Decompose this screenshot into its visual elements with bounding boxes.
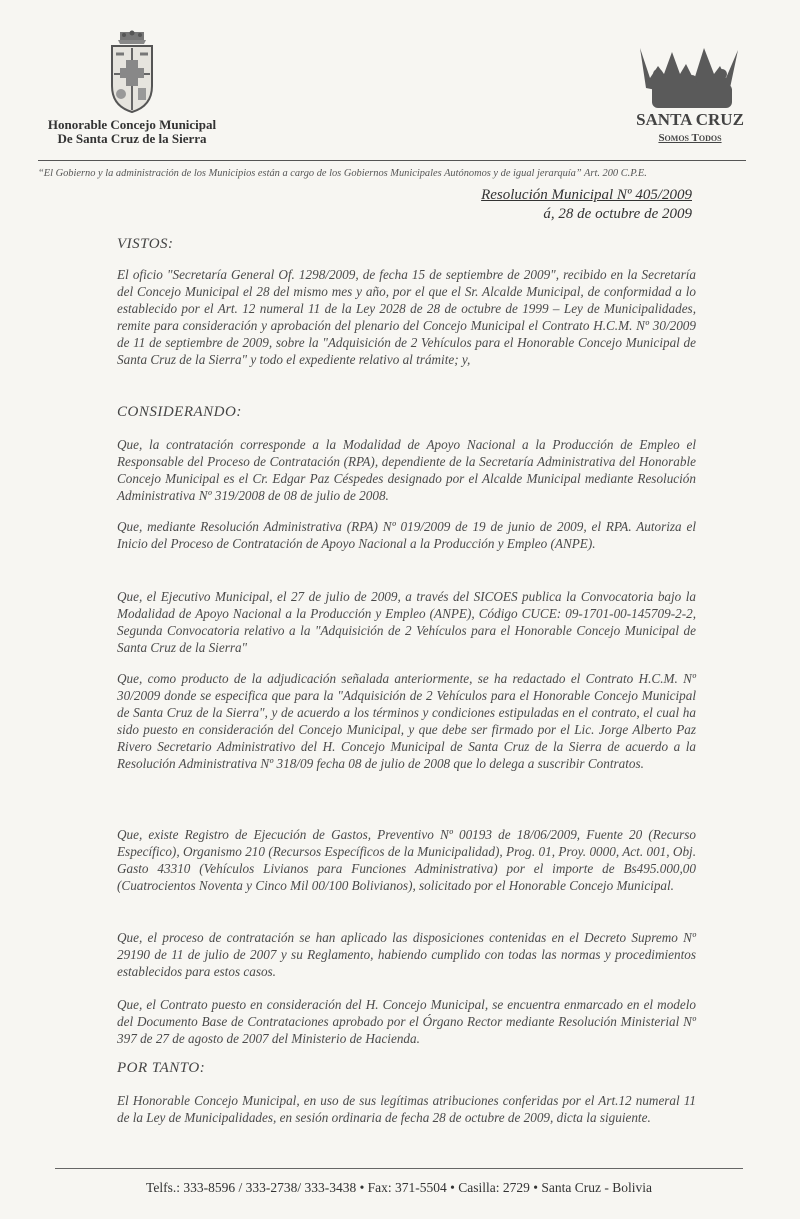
paragraph-vistos: El oficio "Secretaría General Of. 1298/2009, de fecha 15 de septiembre de 2009", recibido en la Secretaría del Concejo Municipal el 28 del mismo mes y año, por el que el Sr. Alcalde Municipal, de conformidad a lo establecido por el Art. 12 numeral 11 de la Ley 2028 de 28 de octubre de 1999 – Ley de Municipalidades, remite para consideración y aprobación del plenario del Concejo Municipal el Contrato H.C.M. Nº 30/2009 de 11 de septiembre de 2009, sobre la "Adquisición de 2 Vehículos para el Honorable Concejo Municipal de Santa Cruz de la Sierra" y todo el expediente relativo al trámite; y, bbox=[117, 267, 696, 367]
resolution-date: á, 28 de octubre de 2009 bbox=[543, 206, 692, 222]
logo-title: SANTA CRUZ bbox=[636, 110, 744, 129]
paragraph-considerando-6: Que, el proceso de contratación se han aplicado las disposiciones contenidas en el Decreto Supremo Nº 29190 de 11 de julio de 2007 y su Reglamento, habiendo cumplido con todas las normas y procedimientos establecidos para estos casos. bbox=[117, 930, 696, 979]
section-vistos: VISTOS: bbox=[117, 236, 174, 252]
paragraph-considerando-4: Que, como producto de la adjudicación señalada anteriormente, se ha redactado el Contrato H.C.M. Nº 30/2009 donde se especifica que para la "Adquisición de 2 Vehículos para el Honorable Concejo Municipal de Santa Cruz de la Sierra", y de acuerdo a los términos y condiciones estipuladas en el contrato, el cual ha sido puesto en consideración del Concejo Municipal, y que debe ser firmado por el Lic. Jorge Alberto Paz Rivero Secretario Administrativo del H. Concejo Municipal de Santa Cruz de la Sierra de acuerdo a la Resolución Administrativa Nº 318/09 fecha 08 de julio de 2008 que lo delega a suscribir Contratos. bbox=[117, 671, 696, 771]
org-line-1: Honorable Concejo Municipal bbox=[47, 117, 217, 132]
resolution-title: Resolución Municipal Nº 405/2009 bbox=[481, 187, 692, 203]
section-por-tanto: POR TANTO: bbox=[117, 1060, 206, 1076]
header-divider bbox=[38, 160, 746, 161]
paragraph-considerando-5: Que, existe Registro de Ejecución de Gastos, Preventivo Nº 00193 de 18/06/2009, Fuente 20 (Recurso Específico), Organismo 210 (Recursos Específicos de la Municipalidad), Prog. 01, Proy. 0000, Act. 001, Obj. Gasto 43310 (Vehículos Livianos para Funciones Administrativa) por el importe de Bs495.000,00 (Cuatrocientos Noventa y Cinco Mil 00/100 Bolivianos), solicitado por el Honorable Concejo Municipal. bbox=[117, 827, 696, 893]
paragraph-por-tanto: El Honorable Concejo Municipal, en uso de sus legítimas atribuciones conferidas por el Art.12 numeral 11 de la Ley de Municipalidades, en sesión ordinaria de fecha 28 de octubre de 2009, dicta la siguiente. bbox=[117, 1093, 696, 1125]
logo-subtitle: Somos Todos bbox=[658, 132, 722, 144]
coat-of-arms-icon bbox=[106, 30, 158, 114]
santa-cruz-logo-icon bbox=[630, 44, 750, 154]
paragraph-considerando-1: Que, la contratación corresponde a la Modalidad de Apoyo Nacional a la Producción de Empleo el Responsable del Proceso de Contratación (RPA), dependiente de la Secretaría Administrativa del Honorable Concejo Municipal es el Cr. Edgar Paz Céspedes designado por el Alcalde Municipal mediante Resolución Administrativa Nº 319/2008 de 08 de julio de 2008. bbox=[117, 437, 696, 503]
organization-name bbox=[40, 118, 224, 146]
footer-contact: Telfs.: 333-8596 / 333-2738/ 333-3438 • Fax: 371-5504 • Casilla: 2729 • Santa Cruz - Bolivia bbox=[146, 1180, 652, 1195]
paragraph-considerando-2: Que, mediante Resolución Administrativa (RPA) Nº 019/2009 de 19 de junio de 2009, el RPA. Autoriza el Inicio del Proceso de Contratación de Apoyo Nacional a la Producción y Empleo (ANPE). bbox=[117, 519, 696, 551]
section-considerando: CONSIDERANDO: bbox=[117, 404, 242, 420]
footer-divider bbox=[55, 1168, 743, 1169]
paragraph-considerando-3: Que, el Ejecutivo Municipal, el 27 de julio de 2009, a través del SICOES publica la Convocatoria bajo la Modalidad de Apoyo Nacional a la Producción y Empleo (ANPE), Código CUCE: 09-1701-00-145709-2-2, Segunda Convocatoria relativo a la "Adquisición de 2 Vehículos para el Honorable Concejo Municipal de Santa Cruz de la Sierra" bbox=[117, 589, 696, 655]
paragraph-considerando-7: Que, el Contrato puesto en consideración del H. Concejo Municipal, se encuentra enmarcado en el modelo del Documento Base de Contrataciones aprobado por el Órgano Rector mediante Resolución Ministerial Nº 397 de 27 de agosto de 2007 del Ministerio de Hacienda. bbox=[117, 997, 696, 1046]
org-line-2: De Santa Cruz de la Sierra bbox=[57, 131, 207, 146]
constitution-quote: “El Gobierno y la administración de los Municipios están a cargo de los Gobiernos Municipales Autónomos y de igual jerarquía” Art. 200 C.P.E. bbox=[38, 168, 647, 179]
